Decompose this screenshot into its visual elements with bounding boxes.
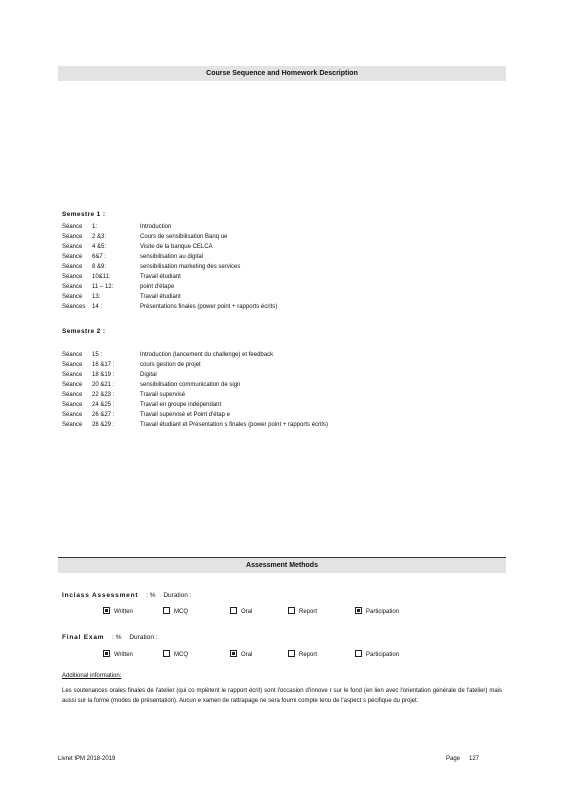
option-report[interactable] [288, 608, 317, 615]
session-number: 8 &9: [92, 264, 107, 270]
session-label: Séance [62, 362, 83, 368]
session-number: 4 &5: [92, 244, 107, 250]
session-number: 22 &23 : [92, 392, 115, 398]
option-label: Oral [241, 609, 253, 616]
option-label: Report [299, 652, 318, 659]
option-mcq[interactable] [163, 608, 188, 615]
session-description: Travail étudiant et Présentation s finales (power point + rapports écrits) [140, 422, 329, 428]
session-description: Digital [140, 372, 157, 378]
session-description: Introduction [140, 224, 172, 230]
option-written[interactable] [103, 651, 133, 658]
option-label: Written [114, 609, 133, 616]
session-number: 14 : [92, 304, 103, 310]
option-participation[interactable] [355, 651, 399, 658]
session-number: 1: [92, 224, 98, 230]
option-label: Oral [241, 652, 253, 659]
session-description: Travail étudiant [140, 274, 181, 280]
inclass-assessment-label: Inclass Assessment [62, 592, 139, 599]
session-description: sensibilisation communication de sign [140, 382, 241, 388]
option-participation[interactable] [355, 608, 399, 615]
session-label: Séance [62, 264, 83, 270]
footer-booklet: Livret IPM 2018-2019 [58, 756, 116, 762]
final-percent: : % [112, 634, 122, 641]
option-label: Report [299, 609, 318, 616]
inclass-duration: Duration : [163, 592, 192, 599]
session-number: 20 &21 : [92, 382, 115, 388]
session-description: Travail supervisé et Point d'étap e [140, 412, 230, 418]
session-label: Séance [62, 352, 83, 358]
session-description: Cours de sensibilisation Banq ue [140, 234, 228, 240]
course-section-title: Course Sequence and Homework Description [58, 66, 506, 81]
session-number: 26 &27 : [92, 412, 115, 418]
checked-checkbox-icon[interactable] [103, 607, 110, 614]
session-label: Séance [62, 372, 83, 378]
session-label: Séance [62, 244, 83, 250]
option-oral[interactable] [230, 651, 252, 658]
checkbox-icon[interactable] [288, 607, 295, 614]
session-label: Séance [62, 294, 83, 300]
session-number: 15 : [92, 352, 103, 358]
final-exam-line [62, 634, 158, 641]
option-report[interactable] [288, 651, 317, 658]
session-label: Séance [62, 392, 83, 398]
footer-page-number: 127 [469, 756, 480, 762]
semester-1-heading: Semestre 1 : [62, 211, 106, 218]
checkbox-icon[interactable] [355, 650, 362, 657]
final-exam-label: Final Exam [62, 634, 105, 641]
additional-info-text: Les soutenances orales finales de l'atelier (qui co mplètent le rapport écrit) sont l'occasion d'innove r sur le fond (en lien avec l'orientation générale de l'atelier) mais aussi sur la forme (modes de présentation). Aucun e xamen de rattrapage ne sera fourni compte tenu de l'aspect s pécifique du projet. [62, 688, 502, 704]
session-description: Travail supervisé [140, 392, 186, 398]
session-label: Séance [62, 382, 83, 388]
option-label: MCQ [174, 609, 188, 616]
inclass-percent: : % [146, 592, 156, 599]
session-number: 13: [92, 294, 101, 300]
checked-checkbox-icon[interactable] [230, 650, 237, 657]
footer-page-label: Page [446, 756, 461, 762]
semester-2-heading: Semestre 2 : [62, 328, 106, 335]
session-label: Séance [62, 274, 83, 280]
session-label: Séances [62, 304, 86, 310]
checkbox-icon[interactable] [163, 607, 170, 614]
option-label: MCQ [174, 652, 188, 659]
checked-checkbox-icon[interactable] [355, 607, 362, 614]
session-description: Travail étudiant [140, 294, 181, 300]
session-description: Travail en groupe indépendant [140, 402, 222, 408]
session-description: point d'étape [140, 284, 175, 290]
session-number: 18 &19 : [92, 372, 115, 378]
session-number: 16 &17 : [92, 362, 115, 368]
session-label: Séance [62, 224, 83, 230]
session-description: cours gestion de projet [140, 362, 201, 368]
session-number: 24 &25 : [92, 402, 115, 408]
session-number: 28 &29 : [92, 422, 115, 428]
option-label: Participation [366, 652, 400, 659]
session-description: sensibilisation marketing des services [140, 264, 241, 270]
option-oral[interactable] [230, 608, 252, 615]
option-mcq[interactable] [163, 651, 188, 658]
session-description: Introduction (lancement du challenge) et feedback [140, 352, 274, 358]
session-number: 11 – 12: [92, 284, 114, 290]
session-description: Visite de la banque CELCA [140, 244, 213, 250]
final-duration: Duration : [129, 634, 158, 641]
option-written[interactable] [103, 608, 133, 615]
assessment-section-title: Assessment Methods [58, 557, 506, 573]
session-description: Présentations finales (power point + rapports écrits) [140, 304, 278, 310]
session-number: 10&11: [92, 274, 111, 280]
session-label: Séance [62, 402, 83, 408]
inclass-assessment-line [62, 592, 192, 599]
session-label: Séance [62, 284, 83, 290]
checkbox-icon[interactable] [288, 650, 295, 657]
session-label: Séance [62, 234, 83, 240]
option-label: Participation [366, 609, 400, 616]
additional-info-label: Additional information: [62, 673, 122, 679]
checked-checkbox-icon[interactable] [103, 650, 110, 657]
session-label: Séance [62, 254, 83, 260]
checkbox-icon[interactable] [163, 650, 170, 657]
option-label: Written [114, 652, 133, 659]
session-description: sensibilisation au digital [140, 254, 204, 260]
session-label: Séance [62, 422, 83, 428]
session-label: Séance [62, 412, 83, 418]
session-number: 2 &3: [92, 234, 107, 240]
checkbox-icon[interactable] [230, 607, 237, 614]
session-number: 6&7 : [92, 254, 107, 260]
